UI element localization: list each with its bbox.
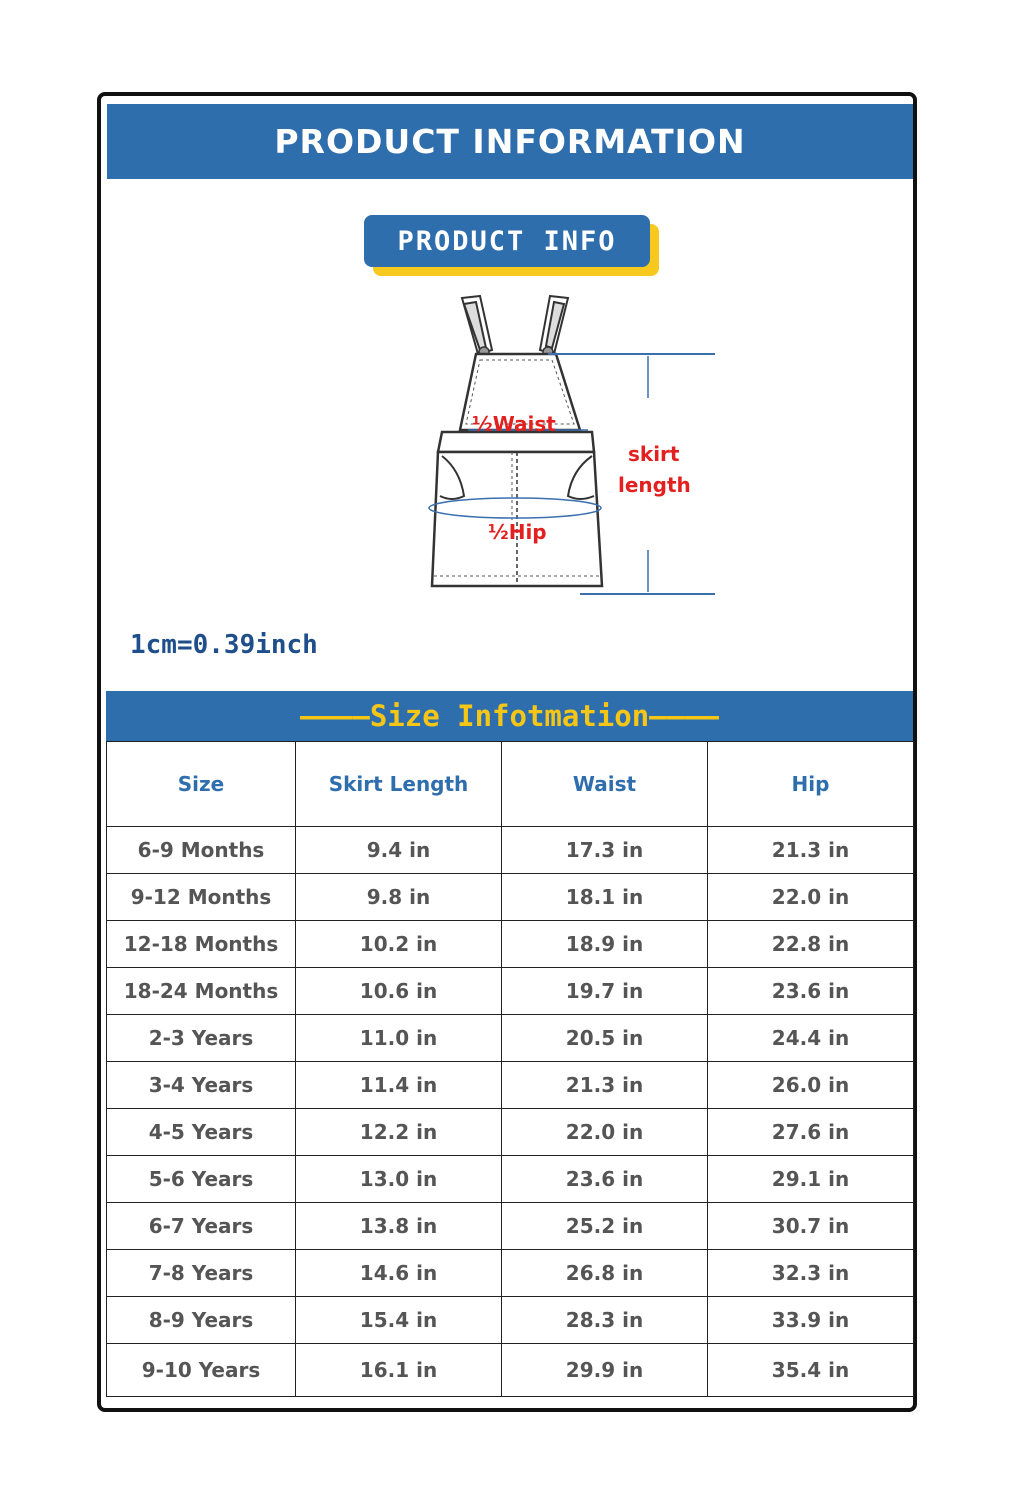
size-cell: 9-10 Years bbox=[107, 1344, 296, 1397]
hip-cell: 32.3 in bbox=[708, 1250, 914, 1297]
hip-cell: 22.8 in bbox=[708, 921, 914, 968]
unit-conversion-note: 1cm=0.39inch bbox=[130, 630, 318, 660]
waist-cell: 29.9 in bbox=[502, 1344, 708, 1397]
hip-cell: 35.4 in bbox=[708, 1344, 914, 1397]
table-header-row bbox=[107, 742, 914, 827]
skirt-length-cell: 15.4 in bbox=[296, 1297, 502, 1344]
size-cell: 4-5 Years bbox=[107, 1109, 296, 1156]
skirt-length-cell: 10.6 in bbox=[296, 968, 502, 1015]
size-cell: 7-8 Years bbox=[107, 1250, 296, 1297]
waist-cell: 19.7 in bbox=[502, 968, 708, 1015]
skirt-length-cell: 13.0 in bbox=[296, 1156, 502, 1203]
header-skirt-length: Skirt Length bbox=[296, 742, 502, 827]
left-strap bbox=[462, 296, 492, 354]
header-hip: Hip bbox=[708, 742, 914, 827]
half-waist-label: ½Waist bbox=[472, 412, 556, 436]
waist-cell: 25.2 in bbox=[502, 1203, 708, 1250]
skirt-length-cell: 12.2 in bbox=[296, 1109, 502, 1156]
size-cell: 9-12 Months bbox=[107, 874, 296, 921]
skirt-length-cell: 16.1 in bbox=[296, 1344, 502, 1397]
size-information-header bbox=[106, 691, 913, 741]
table-row bbox=[107, 1250, 914, 1297]
waist-cell: 23.6 in bbox=[502, 1156, 708, 1203]
hip-cell: 22.0 in bbox=[708, 874, 914, 921]
table-row bbox=[107, 1062, 914, 1109]
table-row bbox=[107, 1344, 914, 1397]
waist-cell: 26.8 in bbox=[502, 1250, 708, 1297]
size-information-title: ————Size Infotmation———— bbox=[299, 699, 720, 733]
skirt-length-label-line2: length bbox=[618, 473, 691, 497]
product-information-header bbox=[107, 104, 913, 179]
hip-cell: 27.6 in bbox=[708, 1109, 914, 1156]
badge-label: PRODUCT INFO bbox=[397, 225, 617, 257]
size-cell: 6-9 Months bbox=[107, 827, 296, 874]
table-row bbox=[107, 968, 914, 1015]
skirt-length-cell: 11.4 in bbox=[296, 1062, 502, 1109]
waist-cell: 17.3 in bbox=[502, 827, 708, 874]
table-row bbox=[107, 1156, 914, 1203]
hip-cell: 33.9 in bbox=[708, 1297, 914, 1344]
size-cell: 3-4 Years bbox=[107, 1062, 296, 1109]
waist-cell: 18.9 in bbox=[502, 921, 708, 968]
skirt-length-cell: 10.2 in bbox=[296, 921, 502, 968]
hip-cell: 30.7 in bbox=[708, 1203, 914, 1250]
skirt-length-cell: 9.8 in bbox=[296, 874, 502, 921]
product-info-badge bbox=[364, 215, 650, 267]
waist-cell: 20.5 in bbox=[502, 1015, 708, 1062]
header-waist: Waist bbox=[502, 742, 708, 827]
size-table bbox=[106, 741, 914, 1397]
skirt-length-cell: 14.6 in bbox=[296, 1250, 502, 1297]
hip-cell: 29.1 in bbox=[708, 1156, 914, 1203]
skirt-length-cell: 11.0 in bbox=[296, 1015, 502, 1062]
waist-cell: 21.3 in bbox=[502, 1062, 708, 1109]
hip-cell: 21.3 in bbox=[708, 827, 914, 874]
size-cell: 12-18 Months bbox=[107, 921, 296, 968]
skirt-length-cell: 9.4 in bbox=[296, 827, 502, 874]
table-row bbox=[107, 1297, 914, 1344]
right-strap bbox=[540, 296, 568, 354]
hip-cell: 26.0 in bbox=[708, 1062, 914, 1109]
size-cell: 8-9 Years bbox=[107, 1297, 296, 1344]
table-row bbox=[107, 827, 914, 874]
half-hip-label: ½Hip bbox=[488, 520, 547, 544]
table-row bbox=[107, 874, 914, 921]
table-row bbox=[107, 1109, 914, 1156]
waist-cell: 18.1 in bbox=[502, 874, 708, 921]
hip-cell: 23.6 in bbox=[708, 968, 914, 1015]
waist-cell: 28.3 in bbox=[502, 1297, 708, 1344]
overall-illustration bbox=[420, 290, 730, 610]
size-cell: 6-7 Years bbox=[107, 1203, 296, 1250]
hip-cell: 24.4 in bbox=[708, 1015, 914, 1062]
table-row bbox=[107, 1015, 914, 1062]
skirt-length-cell: 13.8 in bbox=[296, 1203, 502, 1250]
overall-diagram bbox=[420, 290, 730, 610]
page-title: PRODUCT INFORMATION bbox=[274, 122, 746, 161]
size-cell: 2-3 Years bbox=[107, 1015, 296, 1062]
skirt-length-label-line1: skirt bbox=[628, 442, 680, 466]
size-cell: 5-6 Years bbox=[107, 1156, 296, 1203]
size-cell: 18-24 Months bbox=[107, 968, 296, 1015]
header-size: Size bbox=[107, 742, 296, 827]
table-row bbox=[107, 921, 914, 968]
table-row bbox=[107, 1203, 914, 1250]
waist-cell: 22.0 in bbox=[502, 1109, 708, 1156]
